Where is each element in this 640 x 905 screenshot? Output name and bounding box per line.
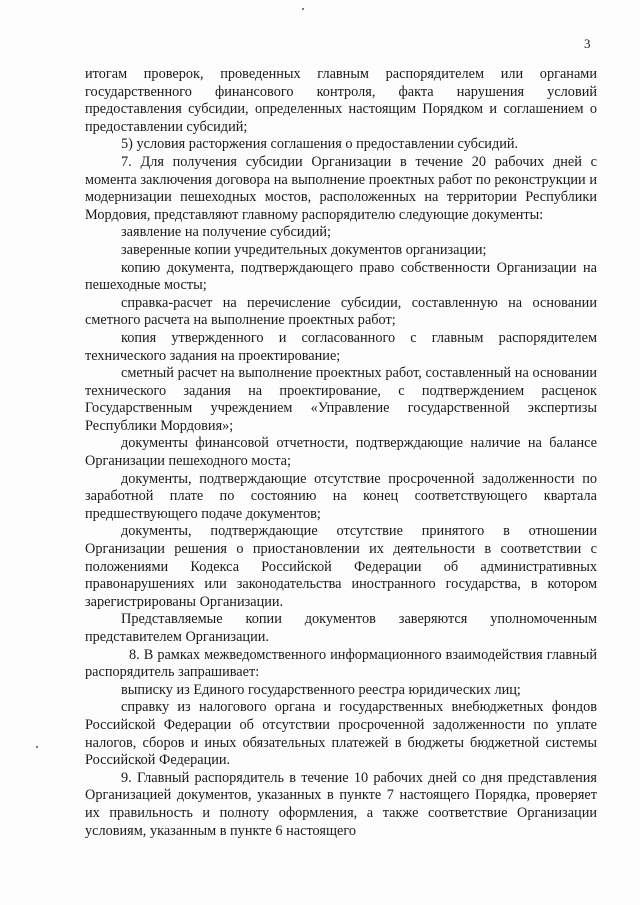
paragraph: копия утвержденного и согласованного с главным распорядителем технического задания на проектирование; xyxy=(85,329,597,364)
scan-mark xyxy=(302,8,304,10)
paragraph: итогам проверок, проведенных главным распорядителем или органами государственного финансового контроля, факта нарушения условий предоставления субсидии, определенных настоящим Порядком и соглашением о предоставлении субсидий; xyxy=(85,66,597,135)
paragraph: справку из налогового органа и государственных внебюджетных фондов Российской Федерации об отсутствии просроченной задолженности по уплате налогов, сборов и иных обязательных платежей в бюджеты бюджетной системы Российской Федерации. xyxy=(85,699,597,769)
paragraph: 9. Главный распорядитель в течение 10 рабочих дней со дня представления Организацией документов, указанных в пункте 7 настоящего Порядка, проверяет их правильность и полноту оформления, а также соответствие Организации условиям, указанным в пункте 6 настоящего xyxy=(85,769,597,839)
paragraph: 7. Для получения субсидии Организации в течение 20 рабочих дней с момента заключения договора на выполнение проектных работ по реконструкции и модернизации пешеходных мостов, расположенных на территории Республики Мордовия, представляют главному распорядителю следующие документы: xyxy=(85,153,597,223)
paragraph: 8. В рамках межведомственного информационного взаимодействия главный распорядитель запрашивает: xyxy=(85,646,597,681)
paragraph: документы, подтверждающие отсутствие принятого в отношении Организации решения о приостановлении их деятельности в соответствии с положениями Кодекса Российской Федерации об административных правонарушениях или законодательства иностранного государства, в котором зарегистрированы Организации. xyxy=(85,523,597,610)
paragraph: документы финансовой отчетности, подтверждающие наличие на балансе Организации пешеходного моста; xyxy=(85,435,597,470)
paragraph: заверенные копии учредительных документов организации; xyxy=(121,241,487,258)
document-body xyxy=(85,66,597,840)
scan-mark xyxy=(36,746,38,748)
page-number: 3 xyxy=(584,36,591,51)
paragraph: сметный расчет на выполнение проектных работ, составленный на основании технического задания на проектирование, с подтверждением расценок Государственным учреждением «Управление государственной экспертизы Республики Мордовия»; xyxy=(85,365,597,434)
paragraph: документы, подтверждающие отсутствие просроченной задолженности по заработной плате по состоянию на конец соответствующего квартала предшествующего подаче документов; xyxy=(85,470,597,522)
paragraph: справка-расчет на перечисление субсидии, составленную на основании сметного расчета на выполнение проектных работ; xyxy=(85,294,597,329)
paragraph: Представляемые копии документов заверяются уполномоченным представителем Организации. xyxy=(85,611,597,645)
paragraph: выписку из Единого государственного реестра юридических лиц; xyxy=(121,681,521,698)
paragraph: копию документа, подтверждающего право собственности Организации на пешеходные мосты; xyxy=(85,259,597,294)
paragraph: заявление на получение субсидий; xyxy=(121,224,331,241)
paragraph: 5) условия расторжения соглашения о предоставлении субсидий. xyxy=(121,136,519,153)
